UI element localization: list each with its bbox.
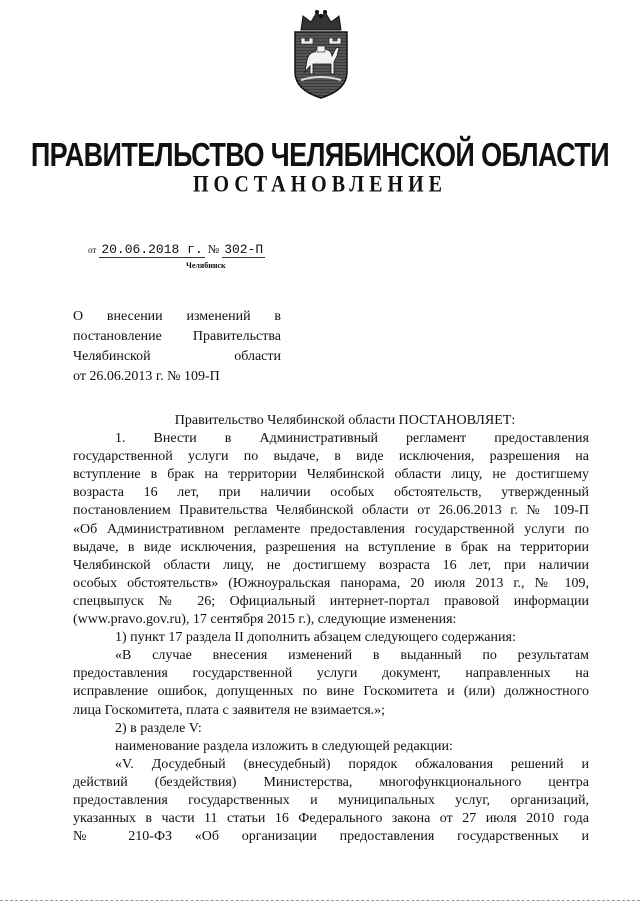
body-line: спецвыпуск № 26; Официальный интернет-портал правовой информации	[73, 593, 589, 609]
coat-of-arms-emblem	[287, 8, 355, 100]
body-line: предоставления государственных и муниципальных услуг, организаций,	[73, 792, 589, 808]
body-line: выдаче, в виде исключения, разрешения на вступление в брак на территории	[73, 539, 589, 555]
date-number-line	[88, 242, 265, 258]
body-line: возраста 16 лет, при наличии особых обстоятельств, утвержденный	[73, 485, 589, 501]
body-line: действий (бездействия) Министерства, многофункционального центра	[73, 774, 589, 790]
body-line: Челябинской области лицу, не достигшему возраста 16 лет, при наличии	[73, 557, 589, 573]
subject-line: Челябинской области	[73, 349, 281, 364]
body-line: вступление в брак на территории Челябинской области лицу, не достигшему	[73, 467, 589, 483]
body-line: 1) пункт 17 раздела II дополнить абзацем следующего содержания:	[115, 630, 516, 646]
from-label: от	[88, 245, 97, 255]
body-line: наименование раздела изложить в следующей редакции:	[115, 738, 453, 754]
document-body	[73, 412, 589, 846]
body-line: 2) в разделе V:	[115, 720, 202, 736]
organization-title: ПРАВИТЕЛЬСТВО ЧЕЛЯБИНСКОЙ ОБЛАСТИ	[30, 136, 610, 174]
body-line: указанных в части 11 статьи 16 Федерального закона от 27 июля 2010 года	[73, 811, 589, 827]
page-edge-artifact	[0, 900, 640, 903]
city-label: Челябинск	[186, 261, 226, 270]
subject-line: О внесении изменений в	[73, 309, 281, 324]
body-line: постановлением Правительства Челябинской области от 26.06.2013 г. № 109-П	[73, 503, 589, 519]
body-line: 1. Внести в Административный регламент предоставления	[115, 431, 589, 447]
body-line: «В случае внесения изменений в выданный по результатам	[115, 648, 589, 664]
number-label: №	[207, 242, 220, 256]
document-number: 302-П	[224, 242, 264, 257]
subject-line: постановление Правительства	[73, 329, 281, 344]
document-subject	[73, 307, 281, 387]
body-line: Правительство Челябинской области ПОСТАНОВЛЯЕТ:	[174, 413, 516, 428]
body-line: исправление ошибок, допущенных по вине Госкомитета и (или) должностного	[73, 684, 589, 700]
subject-line: от 26.06.2013 г. № 109-П	[73, 369, 220, 384]
document-date: 20.06.2018 г.	[101, 242, 203, 257]
body-line: предоставления государственной услуги документ, направленных на	[73, 666, 589, 682]
body-line: «V. Досудебный (внесудебный) порядок обжалования решений и	[115, 756, 589, 772]
body-line: № 210-ФЗ «Об организации предоставления государственных и	[73, 829, 589, 845]
document-type-title: ПОСТАНОВЛЕНИЕ	[193, 172, 447, 198]
body-line: (www.pravo.gov.ru), 17 сентября 2015 г.), следующие изменения:	[73, 612, 457, 628]
body-line: особых обстоятельств» (Южноуральская панорама, 20 июля 2013 г., № 109,	[73, 575, 589, 591]
body-line: «Об Административном регламенте предоставления государственной услуги по	[73, 521, 589, 537]
body-line: государственной услуги по выдаче, в виде исключения, разрешения на	[73, 449, 589, 465]
body-line: лица Госкомитета, плата с заявителя не взимается.»;	[73, 702, 386, 718]
